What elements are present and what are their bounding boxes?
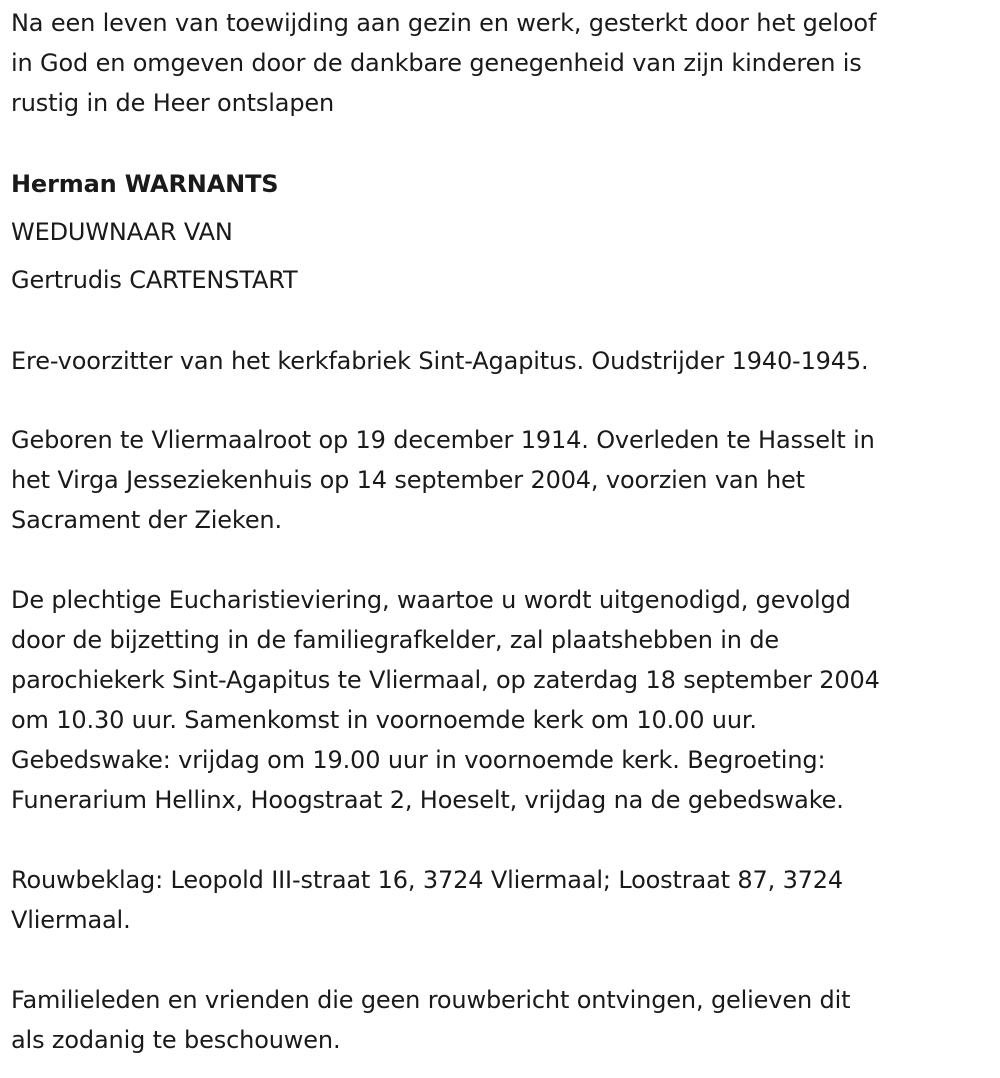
intro-line: in God en omgeven door de dankbare genegenheid van zijn kinderen is [11, 49, 862, 77]
closing-paragraph [11, 980, 996, 1060]
funeral-line: Gebedswake: vrijdag om 19.00 uur in voornoemde kerk. Begroeting: [11, 746, 826, 774]
spouse-name: Gertrudis CARTENSTART [11, 266, 298, 294]
birth-death-line: Sacrament der Zieken. [11, 506, 282, 534]
honors-line: Ere-voorzitter van het kerkfabriek Sint-Agapitus. Oudstrijder 1940-1945. [11, 347, 869, 375]
relation-label: WEDUWNAAR VAN [11, 218, 233, 246]
intro-line: Na een leven van toewijding aan gezin en werk, gesterkt door het geloof [11, 9, 877, 37]
birth-death-line: Geboren te Vliermaalroot op 19 december 1914. Overleden te Hasselt in [11, 426, 875, 454]
closing-line: Familieleden en vrienden die geen rouwbericht ontvingen, gelieven dit [11, 986, 851, 1014]
funeral-paragraph [11, 580, 996, 820]
deceased-name: Herman WARNANTS [11, 170, 279, 198]
intro-paragraph [11, 3, 996, 123]
funeral-line: parochiekerk Sint-Agapitus te Vliermaal, op zaterdag 18 september 2004 [11, 666, 880, 694]
funeral-line: om 10.30 uur. Samenkomst in voornoemde kerk om 10.00 uur. [11, 706, 757, 734]
condolence-line: Vliermaal. [11, 906, 131, 934]
closing-line: als zodanig te beschouwen. [11, 1026, 341, 1054]
birth-death-line: het Virga Jesseziekenhuis op 14 september 2004, voorzien van het [11, 466, 805, 494]
condolence-paragraph [11, 860, 996, 940]
funeral-line: door de bijzetting in de familiegrafkelder, zal plaatshebben in de [11, 626, 780, 654]
condolence-line: Rouwbeklag: Leopold III-straat 16, 3724 Vliermaal; Loostraat 87, 3724 [11, 866, 844, 894]
intro-line: rustig in de Heer ontslapen [11, 89, 335, 117]
honors-paragraph [11, 341, 869, 381]
birth-death-paragraph [11, 420, 996, 540]
funeral-line: Funerarium Hellinx, Hoogstraat 2, Hoeselt, vrijdag na de gebedswake. [11, 786, 844, 814]
funeral-line: De plechtige Eucharistieviering, waartoe u wordt uitgenodigd, gevolgd [11, 586, 851, 614]
